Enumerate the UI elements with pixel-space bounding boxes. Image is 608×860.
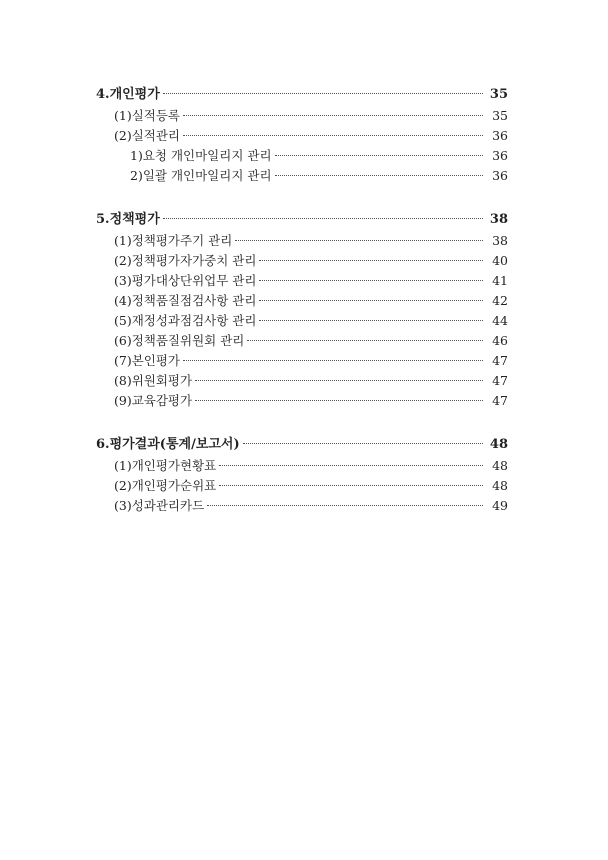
toc-entry[interactable] <box>96 331 508 351</box>
toc-entry[interactable] <box>96 496 508 516</box>
dot-leader <box>259 320 483 321</box>
toc-heading-title: 6.평가결과(통계/보고서) <box>96 437 240 452</box>
dot-leader <box>163 218 483 219</box>
dot-leader <box>247 340 483 341</box>
toc-subentry-page: 36 <box>492 148 508 163</box>
dot-leader <box>163 93 483 94</box>
toc-entry-label: (3)성과관리카드 <box>114 498 205 513</box>
toc-entry[interactable] <box>96 271 508 291</box>
dot-leader <box>275 155 483 156</box>
toc-entry-label: (9)교육감평가 <box>114 393 193 408</box>
toc-entry[interactable] <box>96 311 508 331</box>
toc-subentry[interactable] <box>96 166 508 186</box>
toc-heading[interactable] <box>96 209 508 231</box>
toc-heading[interactable] <box>96 84 508 106</box>
toc-entry-page: 46 <box>492 333 508 348</box>
dot-leader <box>195 400 483 401</box>
dot-leader <box>259 260 483 261</box>
dot-leader <box>183 135 483 136</box>
toc-entry-page: 48 <box>492 458 508 473</box>
toc-entry-page: 47 <box>492 353 508 368</box>
toc-entry-page: 41 <box>492 273 508 288</box>
toc-entry-label: (2)정책평가자가중치 관리 <box>114 253 257 268</box>
toc-entry-label: (3)평가대상단위업무 관리 <box>114 273 257 288</box>
toc-entry-page: 49 <box>492 498 508 513</box>
dot-leader <box>219 485 483 486</box>
dot-leader <box>235 240 483 241</box>
toc-entry[interactable] <box>96 231 508 251</box>
dot-leader <box>219 465 483 466</box>
toc-entry-label: (5)재정성과점검사항 관리 <box>114 313 257 328</box>
toc-heading-page: 48 <box>489 437 508 452</box>
toc-heading-title: 4.개인평가 <box>96 87 160 102</box>
toc-entry[interactable] <box>96 391 508 411</box>
toc-entry-page: 47 <box>492 373 508 388</box>
toc-entry-page: 36 <box>492 128 508 143</box>
dot-leader <box>275 175 483 176</box>
toc-entry[interactable] <box>96 351 508 371</box>
toc-entry-label: (1)실적등록 <box>114 108 181 123</box>
toc-entry-label: (4)정책품질점검사항 관리 <box>114 293 257 308</box>
toc-heading-page: 35 <box>489 87 508 102</box>
toc-entry-label: (1)개인평가현황표 <box>114 458 217 473</box>
toc-entry-page: 38 <box>492 233 508 248</box>
dot-leader <box>183 360 483 361</box>
dot-leader <box>243 443 483 444</box>
dot-leader <box>207 505 483 506</box>
dot-leader <box>195 380 483 381</box>
toc-subentry-label: 2)일괄 개인마일리지 관리 <box>130 168 272 183</box>
toc-entry[interactable] <box>96 476 508 496</box>
toc-section-policy-evaluation <box>96 209 508 411</box>
dot-leader <box>183 115 483 116</box>
toc-entry-page: 47 <box>492 393 508 408</box>
toc-entry-page: 42 <box>492 293 508 308</box>
toc-entry[interactable] <box>96 106 508 126</box>
toc-entry-page: 40 <box>492 253 508 268</box>
toc-entry-label: (2)실적관리 <box>114 128 181 143</box>
toc-entry-page: 44 <box>492 313 508 328</box>
toc-entry[interactable] <box>96 291 508 311</box>
toc-entry-label: (7)본인평가 <box>114 353 181 368</box>
toc-subentry[interactable] <box>96 146 508 166</box>
toc-heading[interactable] <box>96 434 508 456</box>
toc-subentry-page: 36 <box>492 168 508 183</box>
toc-entry[interactable] <box>96 456 508 476</box>
toc-entry[interactable] <box>96 126 508 146</box>
toc-entry-label: (2)개인평가순위표 <box>114 478 217 493</box>
toc-heading-title: 5.정책평가 <box>96 212 160 227</box>
toc-entry-label: (8)위원회평가 <box>114 373 193 388</box>
toc-heading-page: 38 <box>489 212 508 227</box>
toc-entry[interactable] <box>96 251 508 271</box>
table-of-contents <box>96 84 508 539</box>
toc-subentry-label: 1)요청 개인마일리지 관리 <box>130 148 272 163</box>
toc-entry-label: (1)정책평가주기 관리 <box>114 233 233 248</box>
dot-leader <box>259 280 483 281</box>
toc-entry-page: 35 <box>492 108 508 123</box>
toc-section-personal-evaluation <box>96 84 508 186</box>
toc-entry[interactable] <box>96 371 508 391</box>
toc-entry-page: 48 <box>492 478 508 493</box>
dot-leader <box>259 300 483 301</box>
toc-entry-label: (6)정책품질위원회 관리 <box>114 333 245 348</box>
toc-section-evaluation-results <box>96 434 508 516</box>
